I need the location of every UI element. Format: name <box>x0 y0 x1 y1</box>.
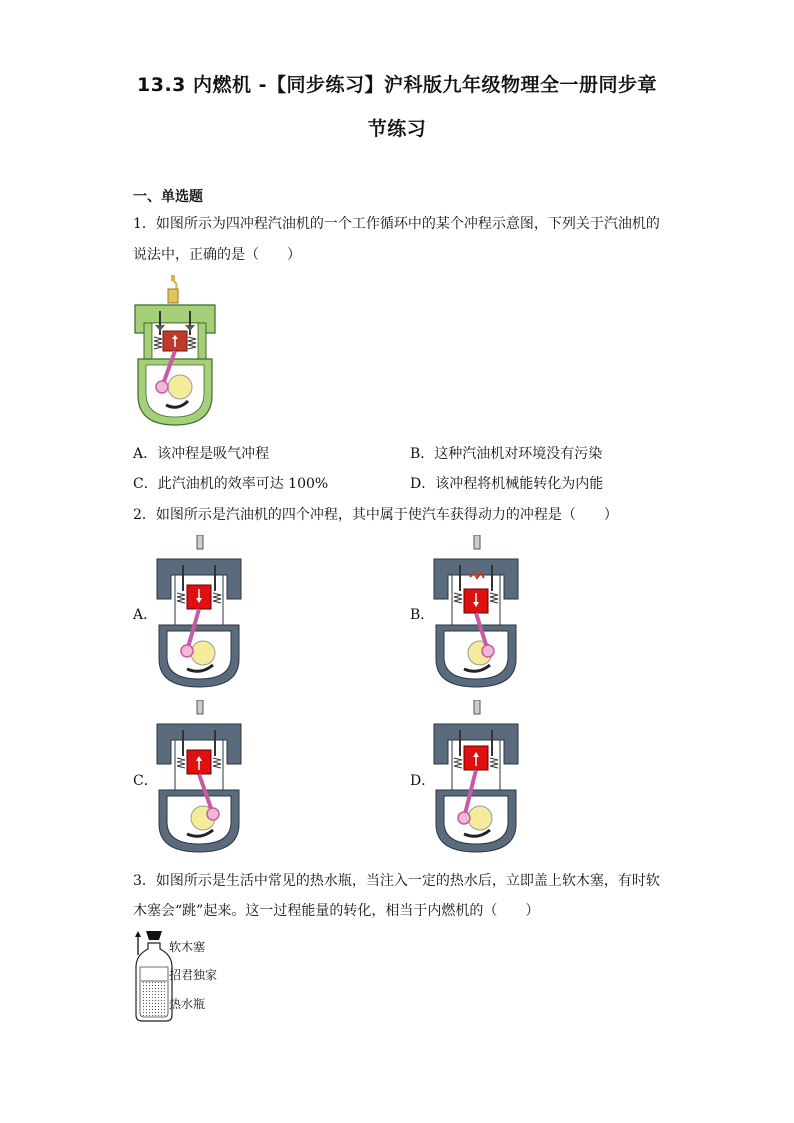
q3-stem-line1: 3．如图所示是生活中常见的热水瓶，当注入一定的热水后，立即盖上软木塞，有时软 <box>133 873 660 889</box>
q3-stem-line2: 木塞会“跳”起来。这一过程能量的转化，相当于内燃机的（ ） <box>133 903 540 919</box>
q2-engine-d <box>430 700 522 855</box>
doc-title-line2: 节练习 <box>367 118 427 140</box>
doc-title-line1: 13.3 内燃机 -【同步练习】沪科版九年级物理全一册同步章 <box>137 74 657 96</box>
q2-stem: 2．如图所示是汽油机的四个冲程，其中属于使汽车获得动力的冲程是（ ） <box>133 507 618 523</box>
q3-label-thermos: 热水瓶 <box>169 997 206 1011</box>
section-heading: 一、单选题 <box>133 189 203 205</box>
q3-label-watermark: 招君独家 <box>169 968 218 982</box>
q1-option-b: B．这种汽油机对环境没有污染 <box>410 446 603 462</box>
q1-stem-line2: 说法中，正确的是（ ） <box>133 247 301 263</box>
q3-label-cork: 软木塞 <box>169 940 206 954</box>
q2-engine-b <box>430 535 522 690</box>
q2-engine-c <box>153 700 245 855</box>
q2-label-d: D． <box>410 773 436 789</box>
q2-label-a: A． <box>133 607 158 623</box>
q2-label-b: B． <box>410 607 435 623</box>
q2-engine-a <box>153 535 245 690</box>
q1-option-d: D．该冲程将机械能转化为内能 <box>410 476 604 492</box>
q1-option-c: C．此汽油机的效率可达 100% <box>133 476 329 492</box>
q1-option-a: A．该冲程是吸气冲程 <box>133 446 270 462</box>
q1-stem-line1: 1．如图所示为四冲程汽油机的一个工作循环中的某个冲程示意图，下列关于汽油机的 <box>133 216 660 232</box>
q1-engine-figure <box>130 275 220 427</box>
q2-label-c: C． <box>133 773 158 789</box>
